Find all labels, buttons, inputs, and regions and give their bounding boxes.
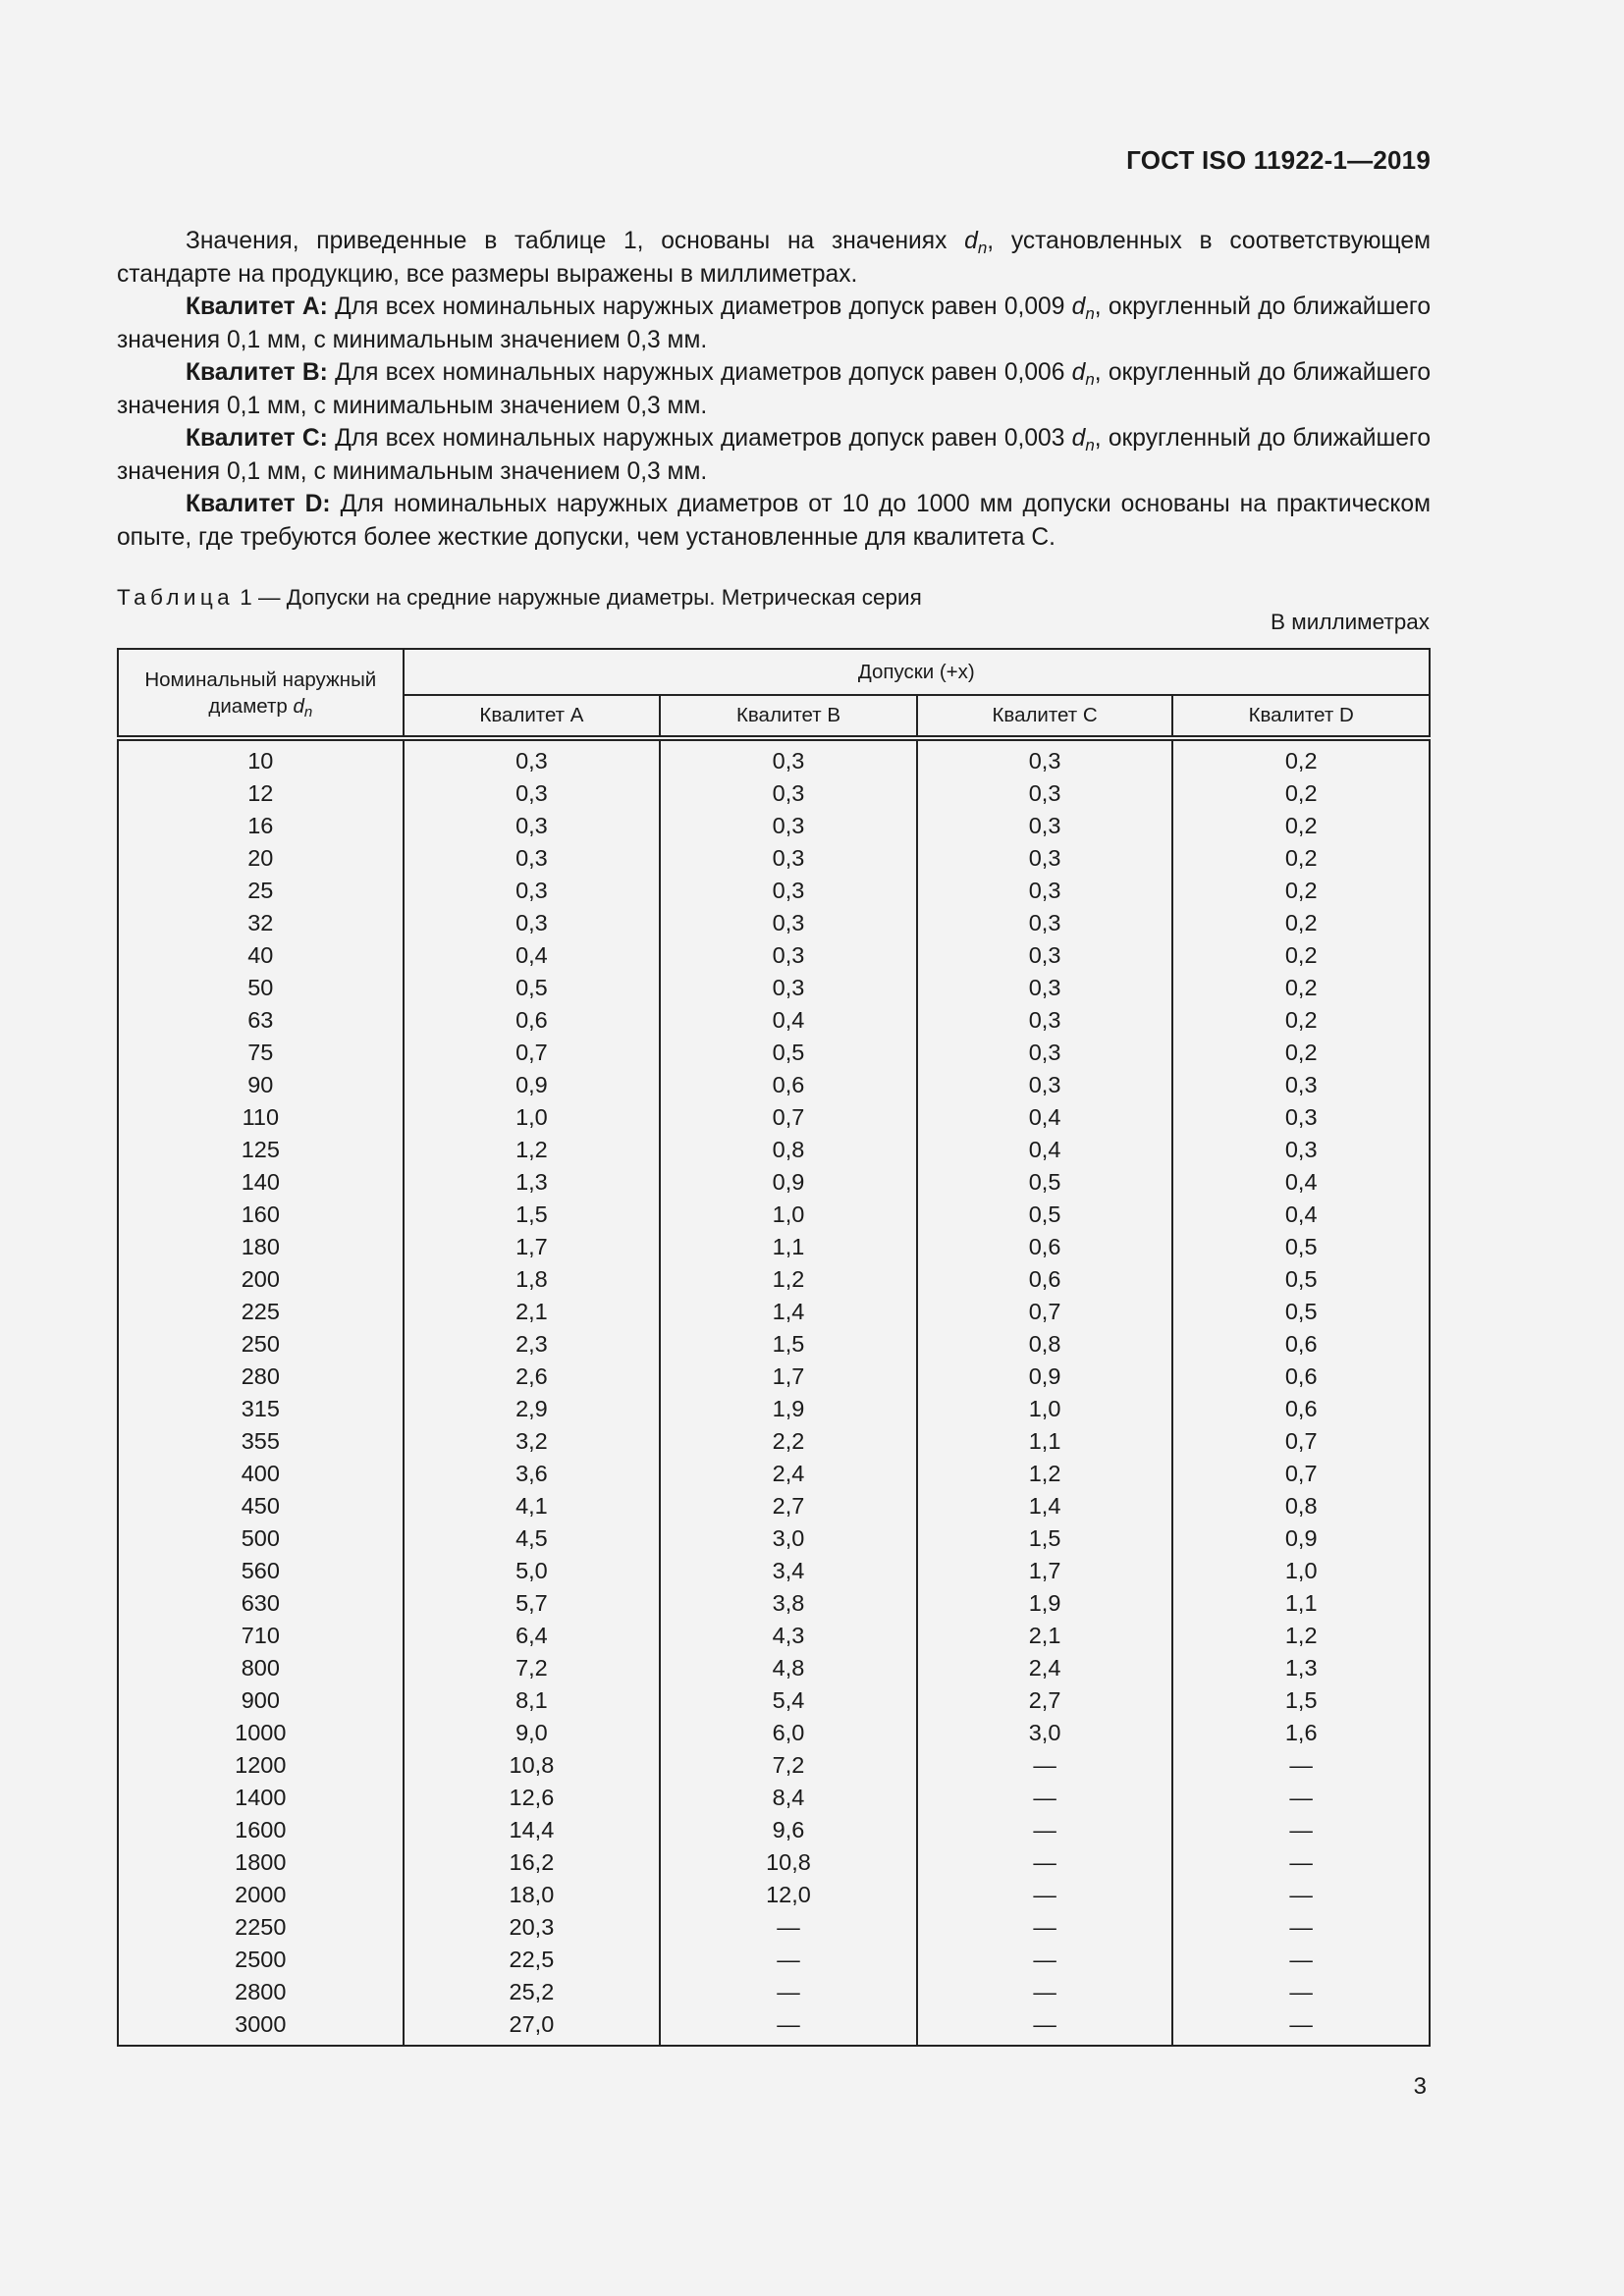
- cell-grade-c: —: [917, 1879, 1173, 1911]
- cell-grade-a: 1,5: [404, 1199, 661, 1231]
- cell-grade-c: 1,2: [917, 1458, 1173, 1490]
- table-row: [118, 1037, 1430, 1069]
- cell-grade-b: 2,2: [660, 1425, 917, 1458]
- cell-nominal-diameter: 12: [118, 777, 404, 810]
- table-row: [118, 1134, 1430, 1166]
- cell-grade-d: 0,3: [1172, 1134, 1430, 1166]
- cell-grade-d: 0,6: [1172, 1328, 1430, 1361]
- cell-grade-d: 0,7: [1172, 1425, 1430, 1458]
- cell-grade-a: 5,0: [404, 1555, 661, 1587]
- cell-grade-a: 16,2: [404, 1846, 661, 1879]
- cell-grade-c: 0,3: [917, 875, 1173, 907]
- cell-grade-d: 0,4: [1172, 1166, 1430, 1199]
- cell-nominal-diameter: 800: [118, 1652, 404, 1684]
- table-row: [118, 1846, 1430, 1879]
- cell-grade-d: —: [1172, 1846, 1430, 1879]
- cell-grade-b: 0,3: [660, 777, 917, 810]
- cell-grade-c: 0,3: [917, 907, 1173, 939]
- cell-nominal-diameter: 32: [118, 907, 404, 939]
- table-row: [118, 810, 1430, 842]
- table-row: [118, 972, 1430, 1004]
- cell-grade-d: —: [1172, 1944, 1430, 1976]
- cell-grade-b: 1,9: [660, 1393, 917, 1425]
- cell-grade-d: —: [1172, 1814, 1430, 1846]
- cell-grade-b: 0,3: [660, 875, 917, 907]
- cell-grade-a: 0,3: [404, 907, 661, 939]
- cell-nominal-diameter: 20: [118, 842, 404, 875]
- cell-nominal-diameter: 63: [118, 1004, 404, 1037]
- cell-grade-a: 2,1: [404, 1296, 661, 1328]
- cell-grade-b: 1,5: [660, 1328, 917, 1361]
- cell-grade-d: —: [1172, 1782, 1430, 1814]
- grade-d-paragraph: Квалитет D: Для номинальных наружных диаметров от 10 до 1000 мм допуски основаны на практическом опыте, где требуются более жесткие допуски, чем установленные для квалитета C.: [117, 491, 1431, 551]
- table-row: [118, 1393, 1430, 1425]
- cell-grade-a: 0,6: [404, 1004, 661, 1037]
- cell-grade-b: 1,1: [660, 1231, 917, 1263]
- cell-grade-b: 3,8: [660, 1587, 917, 1620]
- table-body: [118, 738, 1430, 2046]
- cell-grade-b: 0,9: [660, 1166, 917, 1199]
- cell-nominal-diameter: 900: [118, 1684, 404, 1717]
- cell-grade-a: 6,4: [404, 1620, 661, 1652]
- cell-grade-a: 10,8: [404, 1749, 661, 1782]
- cell-grade-c: 0,3: [917, 1004, 1173, 1037]
- header-grade-c: Квалитет C: [917, 695, 1173, 738]
- table-row: [118, 1555, 1430, 1587]
- cell-nominal-diameter: 355: [118, 1425, 404, 1458]
- cell-grade-b: 2,7: [660, 1490, 917, 1522]
- cell-grade-a: 1,2: [404, 1134, 661, 1166]
- table-row: [118, 1749, 1430, 1782]
- table-row: [118, 738, 1430, 777]
- cell-grade-a: 0,3: [404, 842, 661, 875]
- cell-nominal-diameter: 500: [118, 1522, 404, 1555]
- cell-nominal-diameter: 16: [118, 810, 404, 842]
- cell-grade-c: 1,0: [917, 1393, 1173, 1425]
- cell-grade-c: 0,8: [917, 1328, 1173, 1361]
- cell-grade-c: 0,3: [917, 972, 1173, 1004]
- cell-grade-c: 0,5: [917, 1166, 1173, 1199]
- cell-grade-c: 0,3: [917, 1069, 1173, 1101]
- table-row: [118, 1231, 1430, 1263]
- table-row: [118, 1587, 1430, 1620]
- cell-grade-a: 0,4: [404, 939, 661, 972]
- cell-grade-d: 1,2: [1172, 1620, 1430, 1652]
- cell-nominal-diameter: 400: [118, 1458, 404, 1490]
- table-row: [118, 1490, 1430, 1522]
- cell-nominal-diameter: 140: [118, 1166, 404, 1199]
- grade-b-paragraph: Квалитет B: Для всех номинальных наружных диаметров допуск равен 0,006 $d_n$, округленный до ближайшего значения 0,1 мм, с минимальным значением 0,3 мм.: [117, 359, 1431, 419]
- header-nominal-diameter: Номинальный наружный диаметр $d_n$: [118, 649, 404, 738]
- cell-grade-c: —: [917, 1944, 1173, 1976]
- cell-nominal-diameter: 630: [118, 1587, 404, 1620]
- cell-nominal-diameter: 450: [118, 1490, 404, 1522]
- cell-grade-b: 1,2: [660, 1263, 917, 1296]
- cell-grade-b: 1,7: [660, 1361, 917, 1393]
- cell-grade-b: 0,8: [660, 1134, 917, 1166]
- cell-grade-a: 0,5: [404, 972, 661, 1004]
- cell-grade-a: 4,1: [404, 1490, 661, 1522]
- cell-grade-d: 0,5: [1172, 1231, 1430, 1263]
- cell-grade-b: 6,0: [660, 1717, 917, 1749]
- cell-grade-b: 10,8: [660, 1846, 917, 1879]
- table-row: [118, 1944, 1430, 1976]
- cell-grade-b: 4,3: [660, 1620, 917, 1652]
- cell-grade-c: 0,7: [917, 1296, 1173, 1328]
- cell-grade-c: 2,7: [917, 1684, 1173, 1717]
- table-row: [118, 1101, 1430, 1134]
- cell-nominal-diameter: 3000: [118, 2008, 404, 2046]
- table-row: [118, 1166, 1430, 1199]
- cell-nominal-diameter: 110: [118, 1101, 404, 1134]
- cell-nominal-diameter: 1000: [118, 1717, 404, 1749]
- cell-grade-c: —: [917, 1976, 1173, 2008]
- cell-nominal-diameter: 50: [118, 972, 404, 1004]
- cell-grade-a: 7,2: [404, 1652, 661, 1684]
- cell-grade-a: 14,4: [404, 1814, 661, 1846]
- table-row: [118, 1458, 1430, 1490]
- cell-nominal-diameter: 710: [118, 1620, 404, 1652]
- cell-grade-a: 0,3: [404, 777, 661, 810]
- table-row: [118, 1296, 1430, 1328]
- cell-grade-d: 0,2: [1172, 972, 1430, 1004]
- cell-grade-b: 12,0: [660, 1879, 917, 1911]
- cell-grade-b: 2,4: [660, 1458, 917, 1490]
- cell-grade-a: 4,5: [404, 1522, 661, 1555]
- cell-grade-d: 0,5: [1172, 1296, 1430, 1328]
- cell-grade-b: 0,4: [660, 1004, 917, 1037]
- cell-grade-c: —: [917, 1749, 1173, 1782]
- cell-grade-a: 0,7: [404, 1037, 661, 1069]
- cell-grade-b: 1,0: [660, 1199, 917, 1231]
- cell-grade-d: —: [1172, 1976, 1430, 2008]
- cell-nominal-diameter: 180: [118, 1231, 404, 1263]
- table-row: [118, 2008, 1430, 2046]
- cell-grade-a: 5,7: [404, 1587, 661, 1620]
- cell-grade-c: 0,4: [917, 1101, 1173, 1134]
- cell-nominal-diameter: 125: [118, 1134, 404, 1166]
- cell-grade-d: 1,1: [1172, 1587, 1430, 1620]
- cell-grade-a: 0,3: [404, 738, 661, 777]
- grade-c-paragraph: Квалитет C: Для всех номинальных наружных диаметров допуск равен 0,003 $d_n$, округленный до ближайшего значения 0,1 мм, с минимальным значением 0,3 мм.: [117, 425, 1431, 485]
- cell-grade-a: 2,6: [404, 1361, 661, 1393]
- table-row: [118, 875, 1430, 907]
- header-grade-b: Квалитет B: [660, 695, 917, 738]
- cell-grade-a: 2,9: [404, 1393, 661, 1425]
- cell-grade-c: 0,3: [917, 738, 1173, 777]
- cell-grade-b: —: [660, 1911, 917, 1944]
- cell-grade-d: —: [1172, 1879, 1430, 1911]
- cell-grade-b: 5,4: [660, 1684, 917, 1717]
- cell-grade-a: 22,5: [404, 1944, 661, 1976]
- grade-a-paragraph: Квалитет A: Для всех номинальных наружных диаметров допуск равен 0,009 $d_n$, округленный до ближайшего значения 0,1 мм, с минимальным значением 0,3 мм.: [117, 294, 1431, 353]
- table-row: [118, 1069, 1430, 1101]
- cell-grade-d: 0,3: [1172, 1101, 1430, 1134]
- cell-grade-a: 0,9: [404, 1069, 661, 1101]
- header-grade-a: Квалитет A: [404, 695, 661, 738]
- cell-grade-a: 1,3: [404, 1166, 661, 1199]
- cell-grade-c: —: [917, 2008, 1173, 2046]
- intro-paragraph: Значения, приведенные в таблице 1, основаны на значениях $d_n$, установленных в соответствующем стандарте на продукцию, все размеры выражены в миллиметрах.: [117, 228, 1431, 288]
- cell-grade-b: 0,3: [660, 842, 917, 875]
- table-row: [118, 1328, 1430, 1361]
- cell-grade-a: 2,3: [404, 1328, 661, 1361]
- table-row: [118, 1879, 1430, 1911]
- cell-grade-a: 1,7: [404, 1231, 661, 1263]
- cell-grade-b: —: [660, 1944, 917, 1976]
- table-row: [118, 1652, 1430, 1684]
- cell-grade-c: 2,4: [917, 1652, 1173, 1684]
- cell-grade-b: —: [660, 1976, 917, 2008]
- cell-grade-d: 1,0: [1172, 1555, 1430, 1587]
- cell-grade-d: 0,9: [1172, 1522, 1430, 1555]
- cell-nominal-diameter: 1600: [118, 1814, 404, 1846]
- cell-nominal-diameter: 250: [118, 1328, 404, 1361]
- cell-grade-d: 0,2: [1172, 1037, 1430, 1069]
- cell-grade-d: 0,5: [1172, 1263, 1430, 1296]
- cell-grade-a: 1,0: [404, 1101, 661, 1134]
- cell-grade-b: 8,4: [660, 1782, 917, 1814]
- cell-nominal-diameter: 2000: [118, 1879, 404, 1911]
- table-row: [118, 1911, 1430, 1944]
- cell-nominal-diameter: 280: [118, 1361, 404, 1393]
- body-text: [117, 225, 1431, 554]
- cell-grade-d: 1,3: [1172, 1652, 1430, 1684]
- cell-grade-a: 18,0: [404, 1879, 661, 1911]
- cell-grade-c: 0,6: [917, 1231, 1173, 1263]
- cell-grade-c: 0,3: [917, 777, 1173, 810]
- cell-grade-b: 4,8: [660, 1652, 917, 1684]
- header-grade-d: Квалитет D: [1172, 695, 1430, 738]
- cell-grade-a: 0,3: [404, 875, 661, 907]
- table-caption: Таблица 1 — Допуски на средние наружные диаметры. Метрическая серия: [117, 585, 922, 610]
- cell-grade-d: 0,2: [1172, 777, 1430, 810]
- cell-nominal-diameter: 40: [118, 939, 404, 972]
- cell-grade-c: 1,7: [917, 1555, 1173, 1587]
- cell-grade-a: 1,8: [404, 1263, 661, 1296]
- table-units: В миллиметрах: [1271, 610, 1430, 634]
- cell-grade-c: 0,6: [917, 1263, 1173, 1296]
- cell-grade-a: 3,6: [404, 1458, 661, 1490]
- cell-grade-c: 2,1: [917, 1620, 1173, 1652]
- cell-grade-d: 0,2: [1172, 842, 1430, 875]
- cell-grade-d: 0,8: [1172, 1490, 1430, 1522]
- cell-grade-c: 1,9: [917, 1587, 1173, 1620]
- cell-nominal-diameter: 225: [118, 1296, 404, 1328]
- table-row: [118, 777, 1430, 810]
- cell-grade-c: —: [917, 1846, 1173, 1879]
- cell-grade-c: 3,0: [917, 1717, 1173, 1749]
- table-row: [118, 1717, 1430, 1749]
- cell-nominal-diameter: 10: [118, 738, 404, 777]
- table-row: [118, 907, 1430, 939]
- table-row: [118, 1976, 1430, 2008]
- cell-grade-d: —: [1172, 2008, 1430, 2046]
- cell-grade-a: 3,2: [404, 1425, 661, 1458]
- cell-grade-b: 0,3: [660, 939, 917, 972]
- cell-grade-d: 0,6: [1172, 1361, 1430, 1393]
- cell-grade-d: 1,5: [1172, 1684, 1430, 1717]
- cell-grade-a: 27,0: [404, 2008, 661, 2046]
- table-row: [118, 1263, 1430, 1296]
- cell-grade-b: 3,4: [660, 1555, 917, 1587]
- tolerance-table: [117, 648, 1431, 2047]
- cell-grade-d: —: [1172, 1911, 1430, 1944]
- cell-grade-b: 0,3: [660, 738, 917, 777]
- cell-grade-b: 0,3: [660, 972, 917, 1004]
- cell-grade-c: —: [917, 1911, 1173, 1944]
- cell-grade-c: 0,3: [917, 939, 1173, 972]
- table-row: [118, 1199, 1430, 1231]
- cell-grade-b: 0,3: [660, 907, 917, 939]
- table-row: [118, 1814, 1430, 1846]
- table-row: [118, 1684, 1430, 1717]
- cell-grade-d: 0,2: [1172, 907, 1430, 939]
- cell-grade-c: 0,4: [917, 1134, 1173, 1166]
- cell-nominal-diameter: 200: [118, 1263, 404, 1296]
- cell-grade-b: 0,3: [660, 810, 917, 842]
- cell-grade-b: 0,7: [660, 1101, 917, 1134]
- cell-grade-d: 0,6: [1172, 1393, 1430, 1425]
- cell-nominal-diameter: 25: [118, 875, 404, 907]
- table-row: [118, 1361, 1430, 1393]
- cell-grade-d: 0,2: [1172, 939, 1430, 972]
- header-tolerances: Допуски (+x): [404, 649, 1430, 695]
- cell-nominal-diameter: 90: [118, 1069, 404, 1101]
- cell-grade-c: 0,3: [917, 842, 1173, 875]
- cell-grade-b: 3,0: [660, 1522, 917, 1555]
- cell-grade-a: 0,3: [404, 810, 661, 842]
- cell-grade-d: 0,2: [1172, 1004, 1430, 1037]
- cell-grade-c: —: [917, 1814, 1173, 1846]
- cell-grade-a: 9,0: [404, 1717, 661, 1749]
- cell-grade-c: 1,4: [917, 1490, 1173, 1522]
- standard-code-header: ГОСТ ISO 11922-1—2019: [1126, 145, 1431, 175]
- cell-grade-b: 0,6: [660, 1069, 917, 1101]
- cell-nominal-diameter: 1200: [118, 1749, 404, 1782]
- table-row: [118, 1620, 1430, 1652]
- cell-grade-b: 7,2: [660, 1749, 917, 1782]
- cell-grade-a: 8,1: [404, 1684, 661, 1717]
- cell-grade-d: 0,2: [1172, 810, 1430, 842]
- cell-nominal-diameter: 2250: [118, 1911, 404, 1944]
- cell-grade-c: 0,3: [917, 810, 1173, 842]
- cell-nominal-diameter: 315: [118, 1393, 404, 1425]
- cell-nominal-diameter: 1400: [118, 1782, 404, 1814]
- cell-grade-a: 25,2: [404, 1976, 661, 2008]
- cell-grade-b: 9,6: [660, 1814, 917, 1846]
- cell-grade-d: 0,4: [1172, 1199, 1430, 1231]
- cell-grade-d: 0,3: [1172, 1069, 1430, 1101]
- cell-grade-b: —: [660, 2008, 917, 2046]
- table-row: [118, 1782, 1430, 1814]
- cell-grade-d: 0,7: [1172, 1458, 1430, 1490]
- cell-grade-b: 0,5: [660, 1037, 917, 1069]
- table-row: [118, 1004, 1430, 1037]
- table-row: [118, 842, 1430, 875]
- page-number: 3: [1413, 2073, 1427, 2100]
- cell-grade-d: 0,2: [1172, 875, 1430, 907]
- table-row: [118, 1522, 1430, 1555]
- cell-grade-b: 1,4: [660, 1296, 917, 1328]
- cell-nominal-diameter: 1800: [118, 1846, 404, 1879]
- cell-grade-c: 0,9: [917, 1361, 1173, 1393]
- cell-grade-c: —: [917, 1782, 1173, 1814]
- cell-grade-c: 0,3: [917, 1037, 1173, 1069]
- table-row: [118, 1425, 1430, 1458]
- cell-grade-d: 1,6: [1172, 1717, 1430, 1749]
- cell-nominal-diameter: 2500: [118, 1944, 404, 1976]
- cell-grade-c: 1,1: [917, 1425, 1173, 1458]
- table-row: [118, 939, 1430, 972]
- cell-nominal-diameter: 2800: [118, 1976, 404, 2008]
- cell-nominal-diameter: 160: [118, 1199, 404, 1231]
- cell-grade-a: 20,3: [404, 1911, 661, 1944]
- cell-grade-c: 0,5: [917, 1199, 1173, 1231]
- cell-grade-d: 0,2: [1172, 738, 1430, 777]
- cell-nominal-diameter: 560: [118, 1555, 404, 1587]
- cell-grade-d: —: [1172, 1749, 1430, 1782]
- cell-grade-a: 12,6: [404, 1782, 661, 1814]
- cell-grade-c: 1,5: [917, 1522, 1173, 1555]
- cell-nominal-diameter: 75: [118, 1037, 404, 1069]
